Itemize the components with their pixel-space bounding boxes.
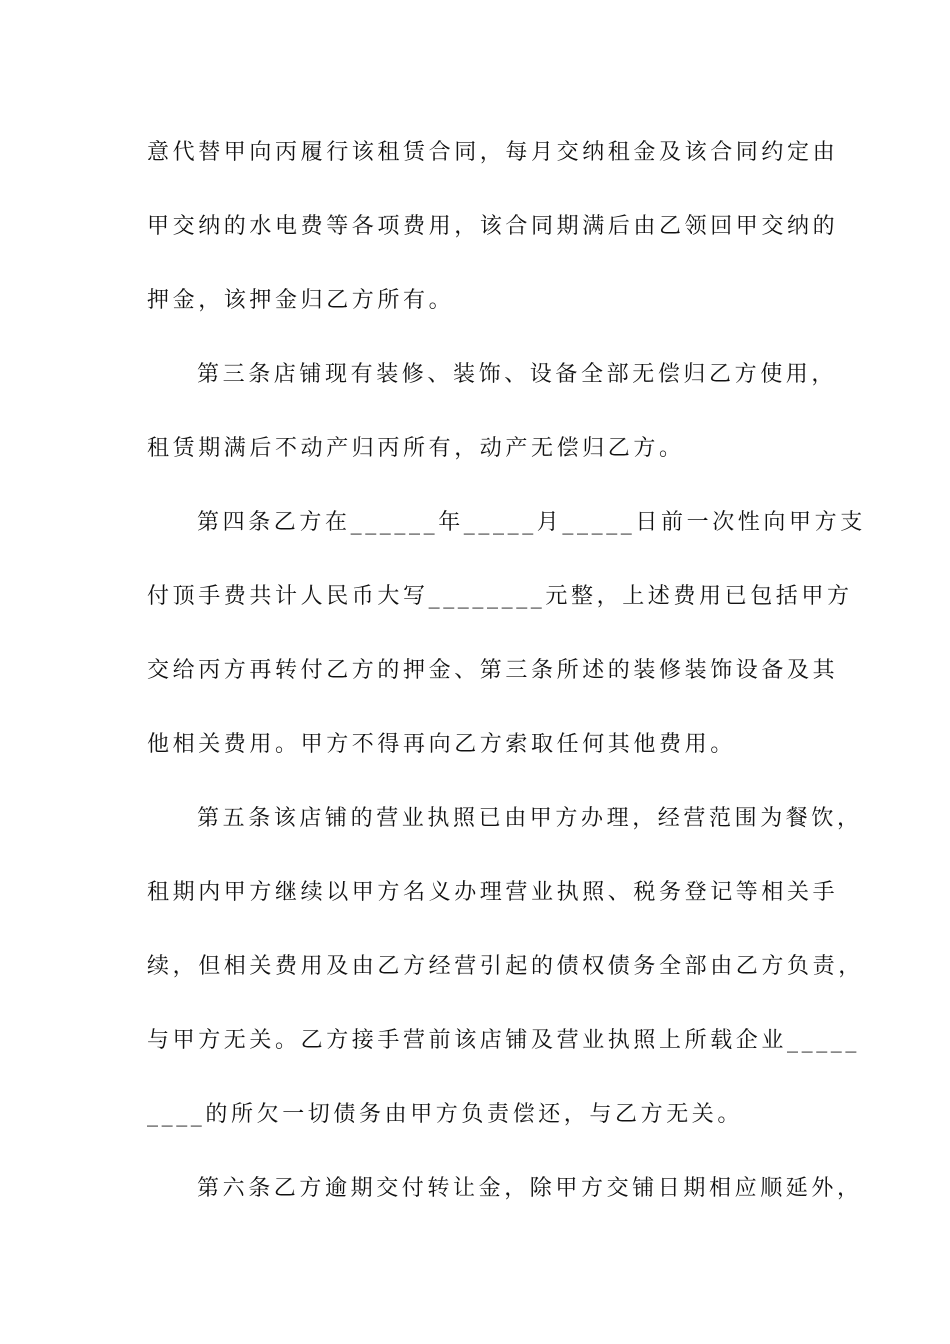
text-line: 租赁期满后不动产归丙所有，动产无偿归乙方。 bbox=[147, 436, 685, 461]
text-line: 交给丙方再转付乙方的押金、第三条所述的装修装饰设备及其 bbox=[147, 658, 839, 683]
paragraph-article-4: 第四条乙方在______年_____月_____日前一次性向甲方支 bbox=[197, 510, 866, 535]
text-line: 租期内甲方继续以甲方名义办理营业执照、税务登记等相关手 bbox=[147, 880, 839, 905]
paragraph-article-6: 第六条乙方逾期交付转让金，除甲方交铺日期相应顺延外， bbox=[197, 1176, 863, 1201]
text-line: 押金，该押金归乙方所有。 bbox=[147, 288, 455, 313]
text-line: 他相关费用。甲方不得再向乙方索取任何其他费用。 bbox=[147, 732, 736, 757]
text-line: ____的所欠一切债务由甲方负责偿还，与乙方无关。 bbox=[147, 1102, 744, 1127]
text-line: 意代替甲向丙履行该租赁合同，每月交纳租金及该合同约定由 bbox=[147, 140, 839, 165]
text-line: 续，但相关费用及由乙方经营引起的债权债务全部由乙方负责， bbox=[147, 954, 864, 979]
text-line: 付顶手费共计人民币大写________元整，上述费用已包括甲方 bbox=[147, 584, 853, 609]
paragraph-article-5: 第五条该店铺的营业执照已由甲方办理，经营范围为餐饮， bbox=[197, 806, 863, 831]
paragraph-article-3: 第三条店铺现有装修、装饰、设备全部无偿归乙方使用， bbox=[197, 362, 838, 387]
text-line: 甲交纳的水电费等各项费用，该合同期满后由乙领回甲交纳的 bbox=[147, 214, 839, 239]
text-line: 与甲方无关。乙方接手营前该店铺及营业执照上所载企业_____ bbox=[147, 1028, 861, 1053]
